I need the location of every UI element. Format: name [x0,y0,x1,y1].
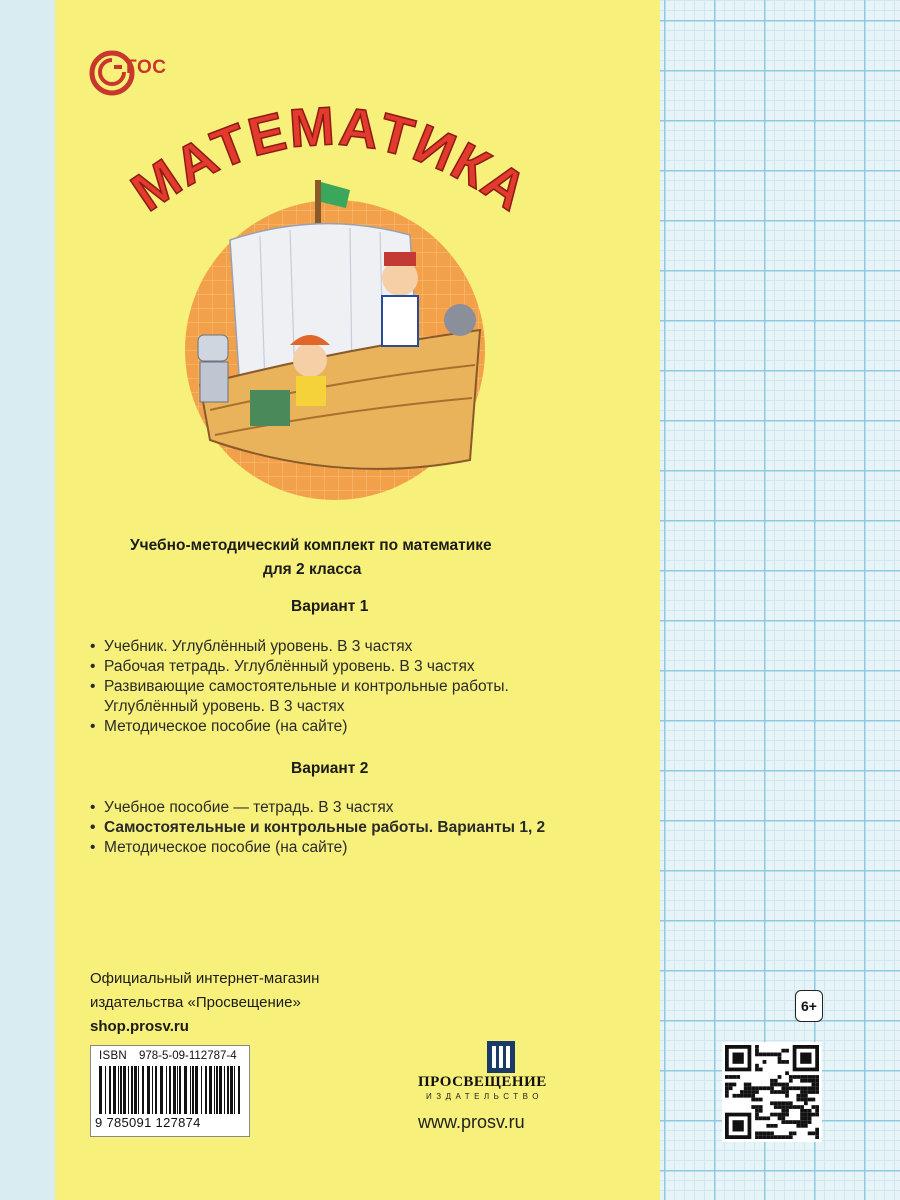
qr-module [759,1068,763,1072]
title-text: МАТЕМАТИКА [121,96,540,224]
qr-module [755,1116,759,1120]
qr-module [800,1124,804,1128]
qr-module [815,1075,819,1079]
qr-module [808,1116,812,1120]
variant2-list [90,798,545,858]
qr-module [804,1113,808,1117]
qr-module [804,1098,808,1102]
qr-module [755,1045,759,1049]
qr-module [751,1105,755,1109]
isbn-label: ISBN [99,1050,128,1062]
qr-module [785,1060,789,1064]
barcode-bar [173,1066,176,1114]
qr-module [778,1105,782,1109]
barcode-bar [238,1066,240,1114]
barcode-bar [120,1066,122,1114]
qr-module [781,1113,785,1117]
book-title [120,80,540,240]
qr-module [781,1090,785,1094]
qr-module [748,1086,752,1090]
barcode-bar [99,1066,102,1114]
qr-module [729,1075,733,1079]
barcode-bar [105,1066,106,1114]
qr-module [766,1124,770,1128]
qr-module [800,1120,804,1124]
qr-module [804,1116,808,1120]
qr-module [808,1131,812,1135]
qr-module [759,1109,763,1113]
qr-module [800,1086,804,1090]
isbn-number: 978-5-09-112787-4 [139,1050,237,1062]
qr-module [815,1131,819,1135]
qr-module [744,1094,748,1098]
qr-module [748,1090,752,1094]
barcode-digits: 9 785091 127874 [95,1115,201,1130]
qr-module [770,1131,774,1135]
qr-module [811,1113,815,1117]
qr-module [725,1075,729,1079]
list-item-continuation: Углублённый уровень. В 3 частях [104,698,345,715]
qr-module [785,1101,789,1105]
publisher-logo-icon [486,1040,516,1074]
qr-module [759,1086,763,1090]
qr-module [763,1053,767,1057]
qr-module [759,1053,763,1057]
qr-module [804,1101,808,1105]
age-rating-badge: 6+ [795,990,823,1022]
isbn-barcode [90,1045,250,1137]
qr-module [770,1079,774,1083]
qr-module [748,1094,752,1098]
qr-module [755,1090,759,1094]
qr-module [778,1101,782,1105]
qr-module [808,1075,812,1079]
qr-module [744,1083,748,1087]
qr-module [729,1083,733,1087]
qr-module [808,1098,812,1102]
qr-module [740,1094,744,1098]
qr-module [763,1060,767,1064]
qr-module [725,1090,729,1094]
qr-module [759,1105,763,1109]
qr-module [800,1116,804,1120]
qr-module [789,1135,793,1139]
kit-title-line2: для 2 класса [263,561,362,578]
qr-module [789,1105,793,1109]
barcode-bar [118,1066,119,1114]
qr-module [811,1105,815,1109]
qr-module [778,1116,782,1120]
qr-module [785,1113,789,1117]
qr-module [751,1098,755,1102]
qr-module [793,1075,797,1079]
qr-module [796,1105,800,1109]
qr-module [759,1131,763,1135]
qr-module [766,1116,770,1120]
qr-module [804,1090,808,1094]
fgos-label: ГОС [126,57,167,78]
barcode-bar [147,1066,150,1114]
qr-module [796,1075,800,1079]
variant1-heading: Вариант 1 [291,598,369,615]
qr-module [785,1086,789,1090]
qr-module [751,1086,755,1090]
qr-module [763,1135,767,1139]
qr-module [770,1053,774,1057]
qr-module [774,1101,778,1105]
qr-module [770,1113,774,1117]
qr-module [774,1053,778,1057]
qr-module [766,1086,770,1090]
barcode-bar [216,1066,218,1114]
qr-module [778,1113,782,1117]
qr-module [800,1094,804,1098]
list-item: • Учебник. Углублённый уровень. В 3 частях [90,637,509,657]
qr-module [740,1090,744,1094]
qr-module [729,1086,733,1090]
shop-text-line2: издательства «Просвещение» [90,994,301,1011]
qr-module [811,1131,815,1135]
qr-module [755,1135,759,1139]
qr-module [796,1120,800,1124]
barcode-bar [195,1066,198,1114]
barcode-bar [131,1066,133,1114]
qr-module [815,1090,819,1094]
qr-module [804,1094,808,1098]
qr-module [811,1086,815,1090]
qr-module [793,1131,797,1135]
barcode-bar [113,1066,116,1114]
qr-module [763,1086,767,1090]
qr-module [778,1060,782,1064]
barcode-bar [201,1066,202,1114]
qr-module [725,1094,729,1098]
qr-module [774,1083,778,1087]
qr-module [781,1049,785,1053]
qr-module [789,1120,793,1124]
qr-module [781,1101,785,1105]
qr-module [766,1135,770,1139]
qr-module [766,1053,770,1057]
qr-module [725,1086,729,1090]
variant2-heading: Вариант 2 [291,760,369,777]
barcode-bar [166,1066,167,1114]
barcode-bar [134,1066,137,1114]
qr-module [800,1075,804,1079]
list-item: • Учебное пособие — тетрадь. В 3 частях [90,798,545,818]
qr-module [770,1101,774,1105]
qr-module [804,1079,808,1083]
barcode-icon [99,1066,241,1114]
qr-finder [733,1053,744,1064]
list-item: • Методическое пособие (на сайте) [90,838,545,858]
qr-module [755,1131,759,1135]
qr-module [759,1098,763,1102]
barcode-bar [128,1066,129,1114]
qr-module [770,1090,774,1094]
barcode-bar [224,1066,225,1114]
qr-module [774,1105,778,1109]
qr-module [781,1086,785,1090]
barcode-bar [155,1066,157,1114]
qr-module [808,1079,812,1083]
list-item-text: Развивающие самостоятельные и контрольные работы. [104,678,509,695]
qr-module [785,1083,789,1087]
qr-module [770,1083,774,1087]
qr-module [755,1068,759,1072]
variant1-list [90,637,509,737]
qr-module [755,1113,759,1117]
qr-module [725,1083,729,1087]
qr-module [781,1083,785,1087]
qr-module [759,1116,763,1120]
barcode-bar [214,1066,215,1114]
qr-module [781,1109,785,1113]
kit-title-line1: Учебно-методический комплект по математике [130,537,492,554]
barcode-bar [219,1066,222,1114]
qr-module [789,1086,793,1090]
qr-module [774,1113,778,1117]
barcode-bar [177,1066,178,1114]
qr-module [778,1135,782,1139]
qr-module [808,1090,812,1094]
qr-module [789,1131,793,1135]
qr-module [751,1090,755,1094]
qr-module [785,1094,789,1098]
qr-module [774,1090,778,1094]
qr-module [744,1086,748,1090]
barcode-bar [142,1066,144,1114]
qr-module [781,1135,785,1139]
qr-module [778,1053,782,1057]
qr-module [733,1083,737,1087]
qr-module [781,1060,785,1064]
qr-module [785,1135,789,1139]
qr-module [733,1075,737,1079]
barcode-bar [209,1066,212,1114]
qr-module [785,1071,789,1075]
qr-module [755,1086,759,1090]
qr-module [748,1083,752,1087]
shop-url-link[interactable]: shop.prosv.ru [90,1018,189,1035]
qr-code-icon[interactable] [722,1042,822,1142]
barcode-bar [234,1066,235,1114]
barcode-bar [169,1066,171,1114]
qr-module [811,1083,815,1087]
qr-module [808,1120,812,1124]
svg-text:МАТЕМАТИКА [121,96,539,223]
qr-module [781,1116,785,1120]
qr-module [815,1109,819,1113]
qr-module [736,1075,740,1079]
graph-paper-strip [660,0,900,1200]
qr-module [755,1109,759,1113]
barcode-bar [160,1066,163,1114]
qr-module [808,1113,812,1117]
publisher-name: ПРОСВЕЩЕНИЕ [418,1074,547,1090]
qr-module [755,1053,759,1057]
qr-module [781,1120,785,1124]
qr-module [800,1113,804,1117]
qr-module [770,1135,774,1139]
barcode-bar [192,1066,194,1114]
qr-module [815,1135,819,1139]
barcode-bar [138,1066,139,1114]
qr-module [800,1090,804,1094]
list-item: • Рабочая тетрадь. Углублённый уровень. В 3 частях [90,657,509,677]
qr-module [763,1116,767,1120]
qr-module [789,1075,793,1079]
qr-module [793,1120,797,1124]
qr-module [774,1079,778,1083]
qr-module [804,1120,808,1124]
qr-module [796,1086,800,1090]
qr-module [796,1094,800,1098]
barcode-bar [205,1066,207,1114]
qr-module [770,1124,774,1128]
qr-module [785,1109,789,1113]
qr-module [733,1094,737,1098]
qr-module [755,1105,759,1109]
qr-module [763,1131,767,1135]
barcode-bar [123,1066,126,1114]
qr-finder [733,1120,744,1131]
qr-module [811,1075,815,1079]
qr-module [804,1124,808,1128]
barcode-bar [184,1066,187,1114]
qr-module [789,1101,793,1105]
qr-module [785,1120,789,1124]
list-item: • Самостоятельные и контрольные работы. Варианты 1, 2 [90,818,545,838]
qr-module [815,1083,819,1087]
qr-module [778,1075,782,1079]
qr-module [796,1124,800,1128]
qr-module [808,1109,812,1113]
qr-module [759,1135,763,1139]
qr-module [808,1086,812,1090]
qr-module [785,1090,789,1094]
qr-module [774,1135,778,1139]
list-item: • Методическое пособие (на сайте) [90,717,509,737]
qr-module [751,1094,755,1098]
qr-module [804,1086,808,1090]
shop-text-line1: Официальный интернет-магазин [90,970,320,987]
publisher-url-link[interactable]: www.prosv.ru [418,1112,525,1132]
qr-module [800,1105,804,1109]
qr-module [796,1098,800,1102]
qr-module [781,1105,785,1109]
qr-module [789,1079,793,1083]
qr-module [774,1124,778,1128]
qr-module [766,1131,770,1135]
list-item [90,677,509,717]
barcode-bar [230,1066,233,1114]
qr-module [793,1105,797,1109]
barcode-bar [109,1066,111,1114]
qr-module [736,1094,740,1098]
barcode-bar [152,1066,153,1114]
qr-module [785,1049,789,1053]
qr-module [755,1098,759,1102]
qr-module [744,1090,748,1094]
qr-module [800,1109,804,1113]
qr-module [815,1105,819,1109]
barcode-bar [190,1066,191,1114]
qr-module [755,1064,759,1068]
qr-module [811,1098,815,1102]
qr-module [804,1075,808,1079]
qr-module [778,1083,782,1087]
publisher-subtitle: ИЗДАТЕЛЬСТВО [426,1092,543,1101]
qr-module [804,1109,808,1113]
qr-module [815,1079,819,1083]
qr-module [800,1079,804,1083]
qr-module [778,1090,782,1094]
qr-module [815,1113,819,1117]
qr-finder [800,1053,811,1064]
barcode-bar [179,1066,181,1114]
qr-module [785,1105,789,1109]
qr-module [755,1049,759,1053]
qr-module [770,1086,774,1090]
qr-module [815,1086,819,1090]
barcode-bar [227,1066,229,1114]
qr-module [800,1098,804,1102]
qr-module [793,1086,797,1090]
qr-module [815,1128,819,1132]
qr-module [811,1090,815,1094]
qr-module [811,1079,815,1083]
qr-module [778,1056,782,1060]
